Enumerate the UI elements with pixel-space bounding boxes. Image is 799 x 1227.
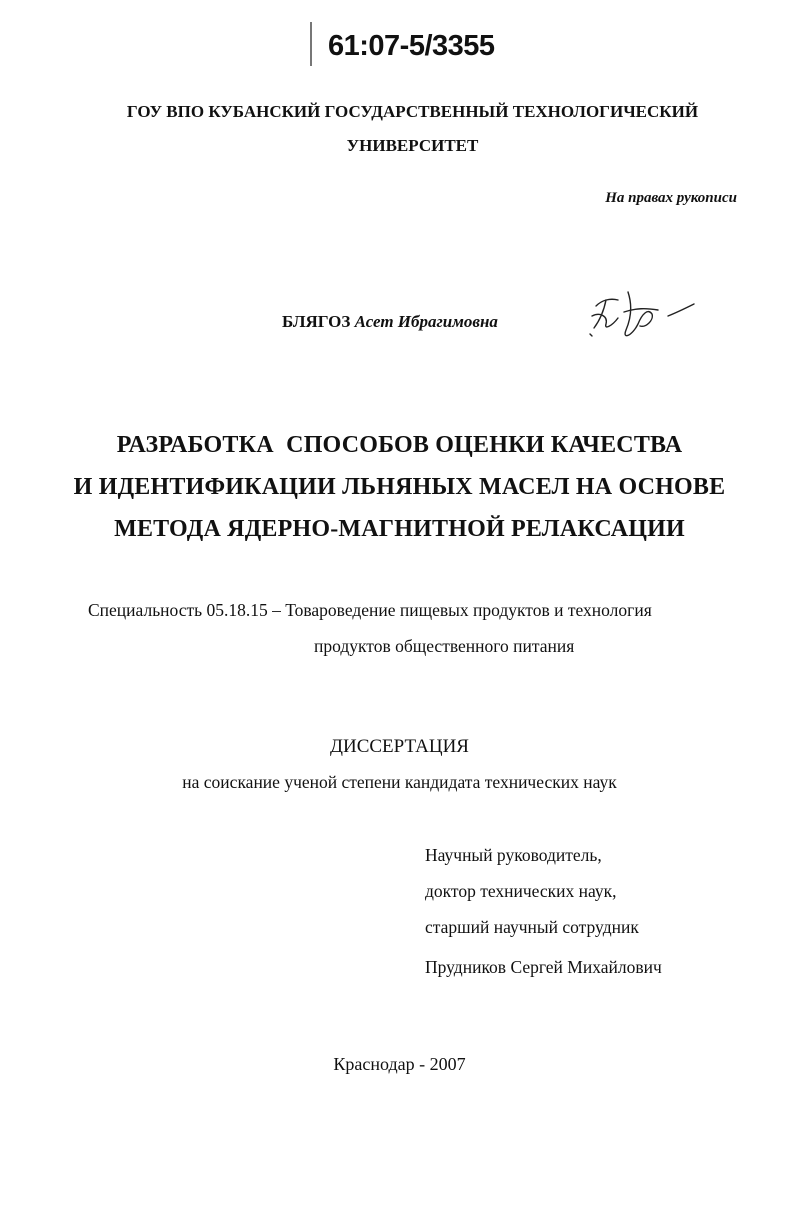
signature-stroke [624, 309, 658, 312]
place-and-year: Краснодар - 2007 [333, 1054, 466, 1074]
document-type: ДИССЕРТАЦИЯ [330, 736, 469, 757]
dissertation-title-line-3: МЕТОДА ЯДЕРНО-МАГНИТНОЙ РЕЛАКСАЦИИ [114, 516, 685, 542]
dissertation-title-line-1: РАЗРАБОТКА СПОСОБОВ ОЦЕНКИ КАЧЕСТВА [116, 432, 683, 458]
catalog-number: 61:07-5/3355 [328, 30, 495, 62]
advisor-role: Научный руководитель, [425, 845, 602, 865]
signature-stroke [625, 292, 652, 336]
institution-name: ГОУ ВПО КУБАНСКИЙ ГОСУДАРСТВЕННЫЙ ТЕХНОЛОГИЧЕСКИЙ [126, 102, 699, 121]
advisor-name: Прудников Сергей Михайлович [425, 957, 662, 977]
signature-stroke [592, 299, 618, 328]
institution-name-continued: УНИВЕРСИТЕТ [346, 136, 479, 155]
author-given-names: Асет Ибрагимовна [354, 312, 498, 331]
dissertation-title-line-2: И ИДЕНТИФИКАЦИИ ЛЬНЯНЫХ МАСЕЛ НА ОСНОВЕ [73, 474, 726, 500]
specialty-line-2: продуктов общественного питания [314, 636, 575, 656]
signature-stroke [668, 304, 694, 316]
advisor-degree: доктор технических наук, [425, 881, 617, 901]
author-name [282, 312, 498, 332]
author-surname: БЛЯГОЗ [282, 312, 351, 331]
manuscript-rights-note: На правах рукописи [605, 190, 737, 206]
author-signature [588, 286, 698, 346]
specialty-line-1: Специальность 05.18.15 – Товароведение пищевых продуктов и технология [88, 600, 652, 620]
degree-statement: на соискание ученой степени кандидата технических наук [182, 772, 617, 792]
advisor-position: старший научный сотрудник [425, 917, 639, 937]
margin-mark [310, 22, 312, 66]
signature-stroke [590, 334, 592, 336]
